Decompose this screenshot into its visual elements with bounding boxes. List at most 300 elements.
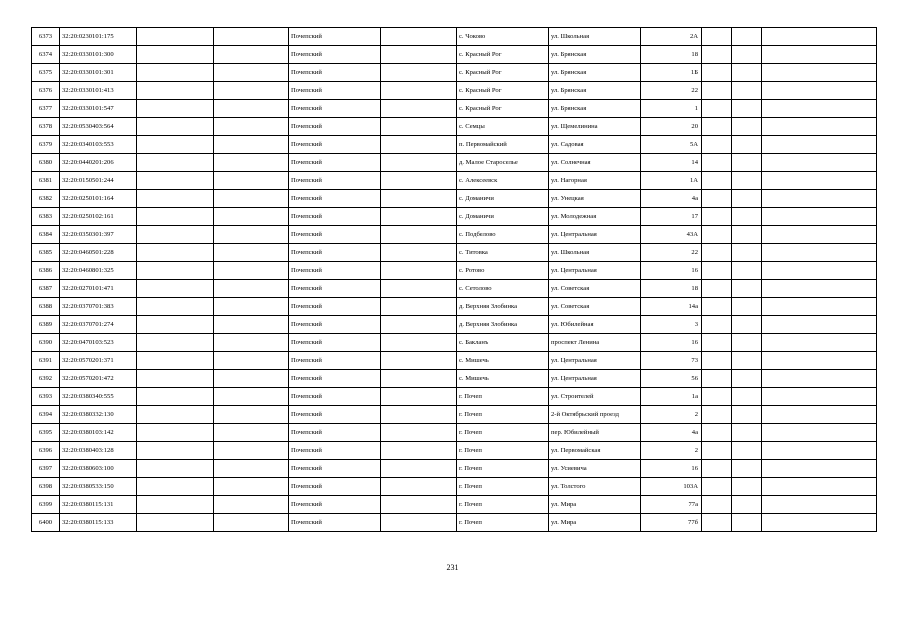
house-number-cell: 43А bbox=[641, 226, 702, 244]
record-number-cell: 6395 bbox=[32, 424, 60, 442]
empty-cell bbox=[702, 208, 732, 226]
street-cell: ул. Усиевича bbox=[549, 460, 641, 478]
empty-cell bbox=[381, 352, 457, 370]
table-row bbox=[32, 316, 877, 334]
house-number-cell: 1А bbox=[641, 172, 702, 190]
cadastral-number-cell: 32:20:0460501:228 bbox=[60, 244, 137, 262]
empty-cell bbox=[214, 334, 289, 352]
district-cell: Почепский bbox=[289, 316, 381, 334]
empty-cell bbox=[214, 28, 289, 46]
house-number-cell: 5А bbox=[641, 136, 702, 154]
table-row bbox=[32, 262, 877, 280]
register-body bbox=[32, 28, 877, 532]
street-cell: ул. Школьная bbox=[549, 244, 641, 262]
locality-cell: г. Почеп bbox=[457, 424, 549, 442]
empty-cell bbox=[732, 46, 762, 64]
empty-cell bbox=[762, 352, 877, 370]
empty-cell bbox=[762, 460, 877, 478]
empty-cell bbox=[137, 172, 214, 190]
house-number-cell: 73 bbox=[641, 352, 702, 370]
empty-cell bbox=[137, 514, 214, 532]
street-cell: ул. Центральная bbox=[549, 262, 641, 280]
table-row bbox=[32, 496, 877, 514]
house-number-cell: 14а bbox=[641, 298, 702, 316]
locality-cell: г. Почеп bbox=[457, 478, 549, 496]
empty-cell bbox=[762, 118, 877, 136]
empty-cell bbox=[762, 370, 877, 388]
district-cell: Почепский bbox=[289, 28, 381, 46]
empty-cell bbox=[137, 82, 214, 100]
empty-cell bbox=[732, 424, 762, 442]
empty-cell bbox=[214, 154, 289, 172]
empty-cell bbox=[137, 460, 214, 478]
empty-cell bbox=[214, 190, 289, 208]
empty-cell bbox=[214, 424, 289, 442]
empty-cell bbox=[214, 442, 289, 460]
empty-cell bbox=[137, 226, 214, 244]
locality-cell: с. Красный Рог bbox=[457, 64, 549, 82]
house-number-cell: 18 bbox=[641, 46, 702, 64]
cadastral-number-cell: 32:20:0330101:300 bbox=[60, 46, 137, 64]
record-number-cell: 6386 bbox=[32, 262, 60, 280]
empty-cell bbox=[137, 280, 214, 298]
cadastral-number-cell: 32:20:0380403:128 bbox=[60, 442, 137, 460]
empty-cell bbox=[702, 64, 732, 82]
empty-cell bbox=[702, 28, 732, 46]
district-cell: Почепский bbox=[289, 46, 381, 64]
empty-cell bbox=[381, 82, 457, 100]
empty-cell bbox=[214, 478, 289, 496]
locality-cell: г. Почеп bbox=[457, 406, 549, 424]
empty-cell bbox=[762, 424, 877, 442]
district-cell: Почепский bbox=[289, 136, 381, 154]
empty-cell bbox=[381, 460, 457, 478]
table-row bbox=[32, 28, 877, 46]
empty-cell bbox=[762, 208, 877, 226]
district-cell: Почепский bbox=[289, 406, 381, 424]
empty-cell bbox=[214, 280, 289, 298]
street-cell: ул. Нагорная bbox=[549, 172, 641, 190]
empty-cell bbox=[702, 514, 732, 532]
cadastral-number-cell: 32:20:0380332:130 bbox=[60, 406, 137, 424]
district-cell: Почепский bbox=[289, 514, 381, 532]
empty-cell bbox=[214, 514, 289, 532]
table-row bbox=[32, 46, 877, 64]
district-cell: Почепский bbox=[289, 244, 381, 262]
locality-cell: п. Первомайский bbox=[457, 136, 549, 154]
record-number-cell: 6376 bbox=[32, 82, 60, 100]
house-number-cell: 2 bbox=[641, 406, 702, 424]
record-number-cell: 6382 bbox=[32, 190, 60, 208]
district-cell: Почепский bbox=[289, 64, 381, 82]
record-number-cell: 6400 bbox=[32, 514, 60, 532]
house-number-cell: 3 bbox=[641, 316, 702, 334]
empty-cell bbox=[214, 496, 289, 514]
district-cell: Почепский bbox=[289, 370, 381, 388]
house-number-cell: 103А bbox=[641, 478, 702, 496]
record-number-cell: 6397 bbox=[32, 460, 60, 478]
empty-cell bbox=[137, 46, 214, 64]
cadastral-number-cell: 32:20:0380115:131 bbox=[60, 496, 137, 514]
street-cell: ул. Щемелинина bbox=[549, 118, 641, 136]
empty-cell bbox=[702, 136, 732, 154]
cadastral-number-cell: 32:20:0570201:371 bbox=[60, 352, 137, 370]
empty-cell bbox=[381, 280, 457, 298]
house-number-cell: 1Б bbox=[641, 64, 702, 82]
empty-cell bbox=[137, 136, 214, 154]
locality-cell: д. Верхняя Злобинка bbox=[457, 316, 549, 334]
street-cell: ул. Центральная bbox=[549, 226, 641, 244]
empty-cell bbox=[381, 370, 457, 388]
empty-cell bbox=[381, 514, 457, 532]
empty-cell bbox=[214, 100, 289, 118]
empty-cell bbox=[214, 172, 289, 190]
locality-cell: с. Сетолово bbox=[457, 280, 549, 298]
house-number-cell: 4а bbox=[641, 424, 702, 442]
empty-cell bbox=[137, 244, 214, 262]
street-cell: ул. Первомайская bbox=[549, 442, 641, 460]
table-row bbox=[32, 298, 877, 316]
house-number-cell: 16 bbox=[641, 334, 702, 352]
empty-cell bbox=[702, 478, 732, 496]
empty-cell bbox=[702, 388, 732, 406]
empty-cell bbox=[137, 334, 214, 352]
cadastral-number-cell: 32:20:0530403:564 bbox=[60, 118, 137, 136]
locality-cell: с. Семцы bbox=[457, 118, 549, 136]
record-number-cell: 6380 bbox=[32, 154, 60, 172]
empty-cell bbox=[137, 406, 214, 424]
record-number-cell: 6394 bbox=[32, 406, 60, 424]
empty-cell bbox=[732, 334, 762, 352]
empty-cell bbox=[762, 514, 877, 532]
empty-cell bbox=[732, 514, 762, 532]
locality-cell: с. Красный Рог bbox=[457, 100, 549, 118]
cadastral-number-cell: 32:20:0230101:175 bbox=[60, 28, 137, 46]
street-cell: ул. Садовая bbox=[549, 136, 641, 154]
empty-cell bbox=[214, 82, 289, 100]
empty-cell bbox=[762, 190, 877, 208]
table-row bbox=[32, 136, 877, 154]
street-cell: ул. Брянская bbox=[549, 82, 641, 100]
empty-cell bbox=[381, 64, 457, 82]
street-cell: проспект Ленина bbox=[549, 334, 641, 352]
district-cell: Почепский bbox=[289, 226, 381, 244]
street-cell: пер. Юбилейный bbox=[549, 424, 641, 442]
house-number-cell: 17 bbox=[641, 208, 702, 226]
record-number-cell: 6389 bbox=[32, 316, 60, 334]
cadastral-number-cell: 32:20:0380533:150 bbox=[60, 478, 137, 496]
empty-cell bbox=[762, 244, 877, 262]
empty-cell bbox=[762, 388, 877, 406]
street-cell: ул. Советская bbox=[549, 298, 641, 316]
empty-cell bbox=[732, 154, 762, 172]
table-row bbox=[32, 64, 877, 82]
district-cell: Почепский bbox=[289, 424, 381, 442]
district-cell: Почепский bbox=[289, 190, 381, 208]
record-number-cell: 6374 bbox=[32, 46, 60, 64]
record-number-cell: 6388 bbox=[32, 298, 60, 316]
district-cell: Почепский bbox=[289, 280, 381, 298]
locality-cell: г. Почеп bbox=[457, 460, 549, 478]
empty-cell bbox=[214, 208, 289, 226]
empty-cell bbox=[381, 136, 457, 154]
empty-cell bbox=[381, 226, 457, 244]
empty-cell bbox=[214, 46, 289, 64]
locality-cell: с. Красный Рог bbox=[457, 82, 549, 100]
street-cell: ул. Молодежная bbox=[549, 208, 641, 226]
empty-cell bbox=[381, 262, 457, 280]
empty-cell bbox=[732, 388, 762, 406]
empty-cell bbox=[381, 46, 457, 64]
empty-cell bbox=[762, 406, 877, 424]
locality-cell: с. Мишечь bbox=[457, 370, 549, 388]
empty-cell bbox=[732, 316, 762, 334]
table-row bbox=[32, 460, 877, 478]
table-row bbox=[32, 244, 877, 262]
empty-cell bbox=[137, 316, 214, 334]
empty-cell bbox=[137, 64, 214, 82]
empty-cell bbox=[732, 100, 762, 118]
empty-cell bbox=[702, 370, 732, 388]
table-row bbox=[32, 514, 877, 532]
empty-cell bbox=[137, 28, 214, 46]
empty-cell bbox=[214, 370, 289, 388]
empty-cell bbox=[137, 442, 214, 460]
empty-cell bbox=[702, 100, 732, 118]
cadastral-number-cell: 32:20:0380603:100 bbox=[60, 460, 137, 478]
street-cell: ул. Солнечная bbox=[549, 154, 641, 172]
house-number-cell: 1а bbox=[641, 388, 702, 406]
register-table bbox=[31, 27, 877, 532]
empty-cell bbox=[137, 478, 214, 496]
street-cell: ул. Мира bbox=[549, 514, 641, 532]
house-number-cell: 77б bbox=[641, 514, 702, 532]
table-row bbox=[32, 406, 877, 424]
table-row bbox=[32, 154, 877, 172]
empty-cell bbox=[762, 46, 877, 64]
cadastral-number-cell: 32:20:0370701:274 bbox=[60, 316, 137, 334]
house-number-cell: 22 bbox=[641, 244, 702, 262]
empty-cell bbox=[214, 262, 289, 280]
locality-cell: с. Титовка bbox=[457, 244, 549, 262]
cadastral-number-cell: 32:20:0340103:553 bbox=[60, 136, 137, 154]
empty-cell bbox=[137, 388, 214, 406]
empty-cell bbox=[732, 298, 762, 316]
house-number-cell: 2 bbox=[641, 442, 702, 460]
house-number-cell: 4а bbox=[641, 190, 702, 208]
empty-cell bbox=[762, 154, 877, 172]
empty-cell bbox=[762, 82, 877, 100]
empty-cell bbox=[381, 244, 457, 262]
empty-cell bbox=[137, 262, 214, 280]
record-number-cell: 6393 bbox=[32, 388, 60, 406]
empty-cell bbox=[381, 388, 457, 406]
table-row bbox=[32, 424, 877, 442]
empty-cell bbox=[137, 190, 214, 208]
empty-cell bbox=[137, 208, 214, 226]
street-cell: ул. Брянская bbox=[549, 64, 641, 82]
record-number-cell: 6385 bbox=[32, 244, 60, 262]
street-cell: ул. Советская bbox=[549, 280, 641, 298]
empty-cell bbox=[732, 28, 762, 46]
table-row bbox=[32, 352, 877, 370]
record-number-cell: 6399 bbox=[32, 496, 60, 514]
empty-cell bbox=[137, 496, 214, 514]
house-number-cell: 14 bbox=[641, 154, 702, 172]
record-number-cell: 6373 bbox=[32, 28, 60, 46]
empty-cell bbox=[214, 226, 289, 244]
empty-cell bbox=[214, 64, 289, 82]
cadastral-number-cell: 32:20:0370701:383 bbox=[60, 298, 137, 316]
cadastral-number-cell: 32:20:0380115:133 bbox=[60, 514, 137, 532]
table-row bbox=[32, 280, 877, 298]
empty-cell bbox=[732, 406, 762, 424]
empty-cell bbox=[137, 100, 214, 118]
locality-cell: с. Чоково bbox=[457, 28, 549, 46]
table-row bbox=[32, 334, 877, 352]
house-number-cell: 20 bbox=[641, 118, 702, 136]
locality-cell: г. Почеп bbox=[457, 388, 549, 406]
locality-cell: с. Доманичи bbox=[457, 208, 549, 226]
street-cell: ул. Центральная bbox=[549, 370, 641, 388]
cadastral-number-cell: 32:20:0470103:523 bbox=[60, 334, 137, 352]
empty-cell bbox=[214, 118, 289, 136]
cadastral-number-cell: 32:20:0330101:547 bbox=[60, 100, 137, 118]
locality-cell: г. Почеп bbox=[457, 496, 549, 514]
district-cell: Почепский bbox=[289, 334, 381, 352]
locality-cell: с. Мишечь bbox=[457, 352, 549, 370]
empty-cell bbox=[702, 226, 732, 244]
district-cell: Почепский bbox=[289, 118, 381, 136]
cadastral-number-cell: 32:20:0330101:413 bbox=[60, 82, 137, 100]
table-row bbox=[32, 100, 877, 118]
empty-cell bbox=[214, 352, 289, 370]
empty-cell bbox=[702, 172, 732, 190]
street-cell: ул. Юбилейная bbox=[549, 316, 641, 334]
record-number-cell: 6387 bbox=[32, 280, 60, 298]
empty-cell bbox=[732, 244, 762, 262]
record-number-cell: 6377 bbox=[32, 100, 60, 118]
empty-cell bbox=[762, 100, 877, 118]
empty-cell bbox=[214, 460, 289, 478]
record-number-cell: 6375 bbox=[32, 64, 60, 82]
locality-cell: г. Почеп bbox=[457, 442, 549, 460]
house-number-cell: 1 bbox=[641, 100, 702, 118]
empty-cell bbox=[381, 100, 457, 118]
district-cell: Почепский bbox=[289, 100, 381, 118]
empty-cell bbox=[381, 334, 457, 352]
table-row bbox=[32, 118, 877, 136]
empty-cell bbox=[381, 478, 457, 496]
record-number-cell: 6378 bbox=[32, 118, 60, 136]
record-number-cell: 6379 bbox=[32, 136, 60, 154]
empty-cell bbox=[702, 406, 732, 424]
empty-cell bbox=[702, 82, 732, 100]
empty-cell bbox=[137, 154, 214, 172]
locality-cell: с. Доманичи bbox=[457, 190, 549, 208]
empty-cell bbox=[762, 334, 877, 352]
empty-cell bbox=[702, 460, 732, 478]
house-number-cell: 77а bbox=[641, 496, 702, 514]
record-number-cell: 6391 bbox=[32, 352, 60, 370]
empty-cell bbox=[762, 136, 877, 154]
house-number-cell: 56 bbox=[641, 370, 702, 388]
street-cell: ул. Центральная bbox=[549, 352, 641, 370]
empty-cell bbox=[137, 370, 214, 388]
empty-cell bbox=[381, 496, 457, 514]
empty-cell bbox=[762, 280, 877, 298]
empty-cell bbox=[381, 28, 457, 46]
empty-cell bbox=[702, 298, 732, 316]
empty-cell bbox=[381, 118, 457, 136]
empty-cell bbox=[732, 172, 762, 190]
district-cell: Почепский bbox=[289, 442, 381, 460]
empty-cell bbox=[732, 262, 762, 280]
district-cell: Почепский bbox=[289, 298, 381, 316]
empty-cell bbox=[732, 370, 762, 388]
cadastral-number-cell: 32:20:0250102:161 bbox=[60, 208, 137, 226]
cadastral-number-cell: 32:20:0460801:325 bbox=[60, 262, 137, 280]
locality-cell: с. Подбелово bbox=[457, 226, 549, 244]
record-number-cell: 6392 bbox=[32, 370, 60, 388]
cadastral-number-cell: 32:20:0570201:472 bbox=[60, 370, 137, 388]
empty-cell bbox=[732, 496, 762, 514]
cadastral-number-cell: 32:20:0270101:471 bbox=[60, 280, 137, 298]
empty-cell bbox=[732, 280, 762, 298]
street-cell: ул. Толстого bbox=[549, 478, 641, 496]
locality-cell: д. Верхняя Злобинка bbox=[457, 298, 549, 316]
house-number-cell: 16 bbox=[641, 262, 702, 280]
district-cell: Почепский bbox=[289, 82, 381, 100]
house-number-cell: 18 bbox=[641, 280, 702, 298]
empty-cell bbox=[381, 190, 457, 208]
empty-cell bbox=[214, 136, 289, 154]
empty-cell bbox=[732, 460, 762, 478]
street-cell: 2-й Октябрьский проезд bbox=[549, 406, 641, 424]
street-cell: ул. Школьная bbox=[549, 28, 641, 46]
locality-cell: г. Почеп bbox=[457, 514, 549, 532]
empty-cell bbox=[214, 406, 289, 424]
cadastral-number-cell: 32:20:0250101:164 bbox=[60, 190, 137, 208]
empty-cell bbox=[702, 442, 732, 460]
record-number-cell: 6390 bbox=[32, 334, 60, 352]
empty-cell bbox=[381, 298, 457, 316]
empty-cell bbox=[702, 244, 732, 262]
empty-cell bbox=[137, 352, 214, 370]
empty-cell bbox=[702, 154, 732, 172]
empty-cell bbox=[732, 118, 762, 136]
record-number-cell: 6381 bbox=[32, 172, 60, 190]
table-row bbox=[32, 208, 877, 226]
district-cell: Почепский bbox=[289, 460, 381, 478]
district-cell: Почепский bbox=[289, 172, 381, 190]
empty-cell bbox=[762, 478, 877, 496]
empty-cell bbox=[762, 64, 877, 82]
empty-cell bbox=[702, 280, 732, 298]
empty-cell bbox=[702, 352, 732, 370]
empty-cell bbox=[137, 424, 214, 442]
empty-cell bbox=[702, 190, 732, 208]
locality-cell: с. Бакланъ bbox=[457, 334, 549, 352]
empty-cell bbox=[732, 82, 762, 100]
empty-cell bbox=[381, 154, 457, 172]
district-cell: Почепский bbox=[289, 154, 381, 172]
house-number-cell: 16 bbox=[641, 460, 702, 478]
table-row bbox=[32, 478, 877, 496]
empty-cell bbox=[214, 244, 289, 262]
empty-cell bbox=[762, 316, 877, 334]
empty-cell bbox=[732, 226, 762, 244]
